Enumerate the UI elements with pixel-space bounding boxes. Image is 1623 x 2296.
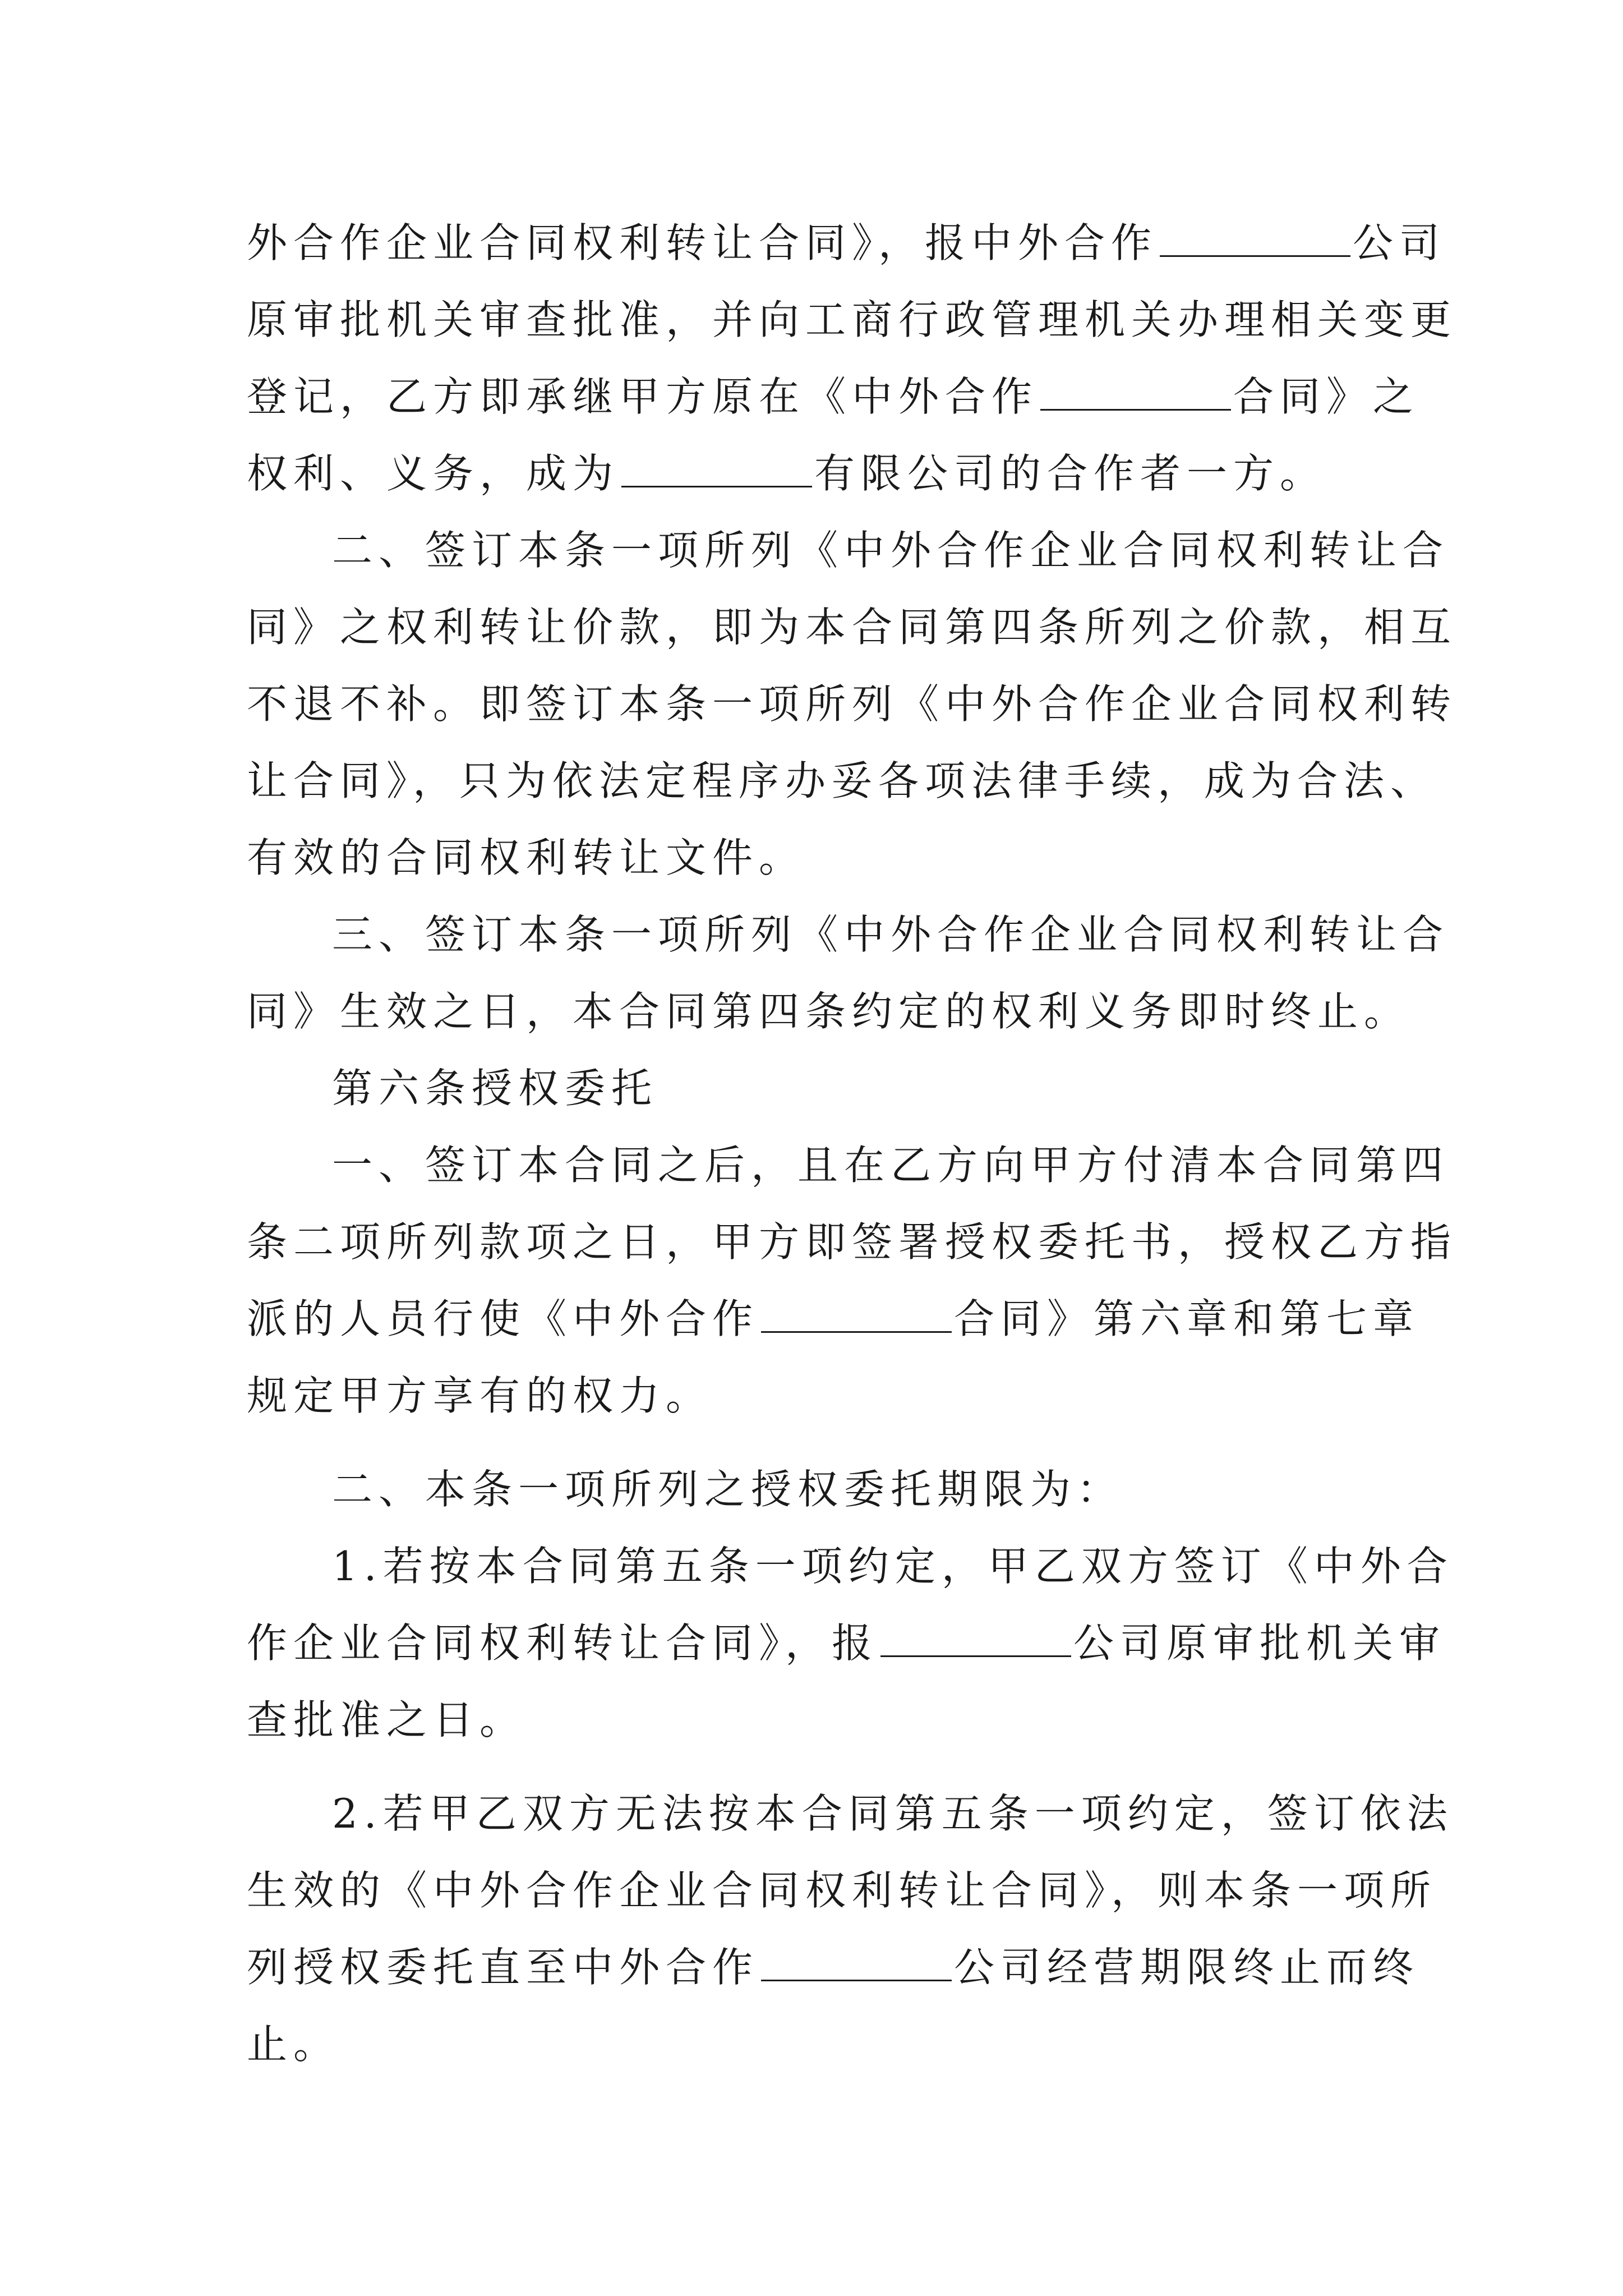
text-line: [247, 1852, 1437, 1929]
article-heading: [247, 1050, 1385, 1127]
text-segment: 有限公司的合作者一方。: [814, 450, 1327, 497]
text-line: [247, 1050, 1385, 1127]
text-line: [247, 1528, 1454, 1605]
text-line: [247, 896, 1450, 973]
text-segment: 登记，乙方即承继甲方原在《中外合作: [247, 373, 1039, 420]
text-segment: 公司: [1353, 219, 1446, 266]
paragraph: [247, 512, 1458, 896]
fill-in-blank: [1160, 219, 1350, 257]
paragraph: [247, 1451, 1385, 1528]
text-line: [247, 1682, 1385, 1759]
text-line: [247, 1775, 1454, 1852]
text-segment: 让合同》，只为依法定程序办妥各项法律手续，成为合法、: [247, 757, 1437, 804]
text-segment: 条二项所列款项之日，甲方即签署授权委托书，授权乙方指: [247, 1218, 1458, 1266]
text-segment: 权利、义务，成为: [247, 450, 620, 497]
fill-in-blank: [880, 1619, 1071, 1657]
paragraph: [247, 1775, 1454, 2083]
text-segment: 止。: [247, 2021, 340, 2068]
text-segment: 合同》第六章和第七章: [954, 1295, 1420, 1342]
text-line: [247, 820, 1385, 896]
text-segment: 不退不补。即签订本条一项所列《中外合作企业合同权利转: [247, 680, 1458, 728]
text-segment: 原审批机关审查批准，并向工商行政管理机关办理相关变更: [247, 296, 1458, 343]
text-line: [247, 358, 1420, 435]
text-line: [247, 1281, 1420, 1358]
text-segment: 查批准之日。: [247, 1696, 527, 1743]
text-segment: 一、签订本合同之后，且在乙方向甲方付清本合同第四: [332, 1142, 1450, 1189]
paragraph: [247, 1127, 1458, 1434]
text-segment: 1.若按本合同第五条一项约定，甲乙双方签订《中外合: [332, 1543, 1454, 1590]
text-segment: 二、本条一项所列之授权委托期限为：: [332, 1466, 1124, 1513]
text-segment: 有效的合同权利转让文件。: [247, 834, 806, 881]
text-segment: 列授权委托直至中外合作: [247, 1944, 759, 1991]
paragraph: [247, 1528, 1454, 1759]
text-line: [247, 282, 1458, 358]
text-segment: 公司经营期限终止而终: [954, 1944, 1420, 1991]
text-segment: 规定甲方享有的权力。: [247, 1372, 713, 1419]
text-segment: 同》之权利转让价款，即为本合同第四条所列之价款，相互: [247, 604, 1458, 651]
text-segment: 外合作企业合同权利转让合同》，报中外合作: [247, 219, 1158, 266]
text-line: [247, 205, 1446, 282]
text-segment: 生效的《中外合作企业合同权利转让合同》，则本条一项所: [247, 1867, 1437, 1914]
document-page: [247, 205, 1458, 2083]
paragraph: [247, 896, 1450, 1050]
text-line: [247, 2006, 1385, 2083]
text-segment: 三、签订本条一项所列《中外合作企业合同权利转让合: [332, 911, 1450, 958]
text-line: [247, 973, 1411, 1050]
text-line: [247, 1127, 1450, 1204]
text-segment: 2.若甲乙双方无法按本合同第五条一项约定，签订依法: [332, 1790, 1454, 1837]
text-line: [247, 1358, 1385, 1434]
text-segment: 同》生效之日，本合同第四条约定的权利义务即时终止。: [247, 988, 1411, 1035]
text-line: [247, 743, 1437, 820]
text-line: [247, 1605, 1446, 1682]
text-line: [247, 666, 1458, 743]
text-line: [247, 512, 1450, 589]
fill-in-blank: [1040, 372, 1231, 411]
text-line: [247, 1451, 1385, 1528]
text-line: [247, 1204, 1458, 1281]
text-segment: 作企业合同权利转让合同》，报: [247, 1619, 879, 1667]
text-line: [247, 1929, 1420, 2006]
text-segment: 第六条授权委托: [332, 1065, 658, 1112]
text-line: [247, 589, 1458, 666]
fill-in-blank: [761, 1943, 952, 1981]
text-line: [247, 435, 1385, 512]
text-segment: 二、签订本条一项所列《中外合作企业合同权利转让合: [332, 527, 1450, 574]
text-segment: 公司原审批机关审: [1073, 1619, 1446, 1667]
text-segment: 派的人员行使《中外合作: [247, 1295, 759, 1342]
fill-in-blank: [621, 449, 812, 487]
fill-in-blank: [761, 1295, 952, 1333]
paragraph: [247, 205, 1458, 512]
text-segment: 合同》之: [1233, 373, 1420, 420]
